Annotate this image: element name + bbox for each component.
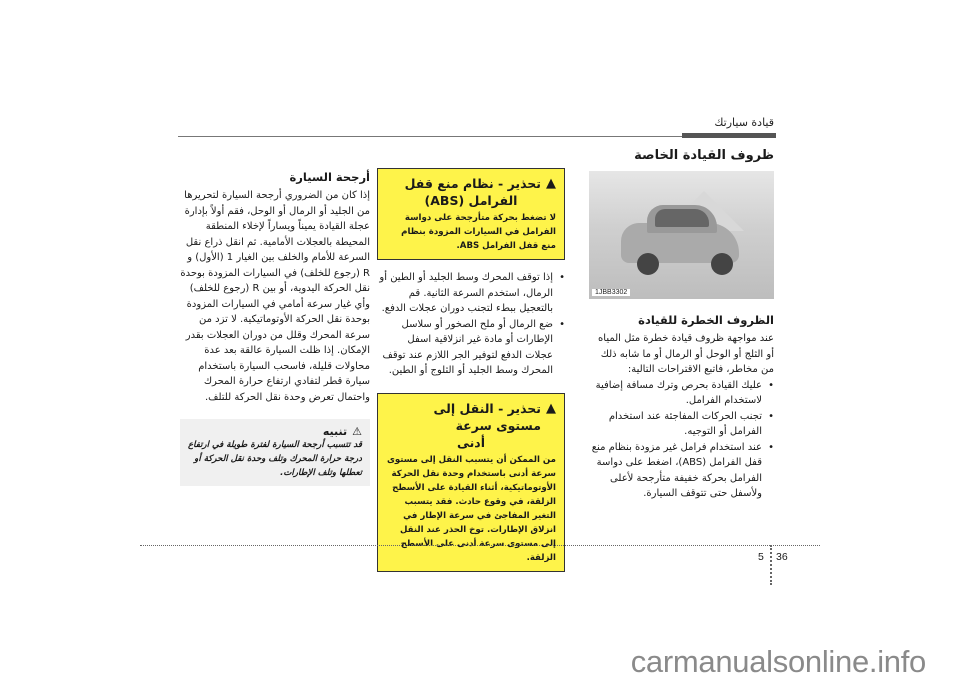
list-item: • عند استخدام فرامل غير مزودة بنظام منع قفل الفرامل (ABS)، اضغط على دواسة الفرامل بحركة خفيفة متأرجحة لأعلى ولأسفل حتى تتوقف السيارة. — [588, 440, 774, 502]
subhead-hazardous: الظروف الخطرة للقيادة — [638, 313, 774, 327]
intro-paragraph: عند مواجهة ظروف قيادة خطرة مثل المياه أو الثلج أو الوحل أو الرمال أو ما شابه ذلك من مخاطر، فاتبع الاقتراحات التالية: — [598, 333, 774, 375]
warning-title-text: تحذير - النقل إلى مستوى سرعة — [433, 400, 541, 433]
warning-box-abs — [377, 168, 565, 260]
section-title: ظروف القيادة الخاصة — [634, 148, 774, 163]
section-title-rocking: أرجحة السيارة — [289, 170, 370, 184]
warning-title-text: تحذير - نظام منع قفل — [404, 176, 541, 191]
footer-rule — [140, 545, 820, 546]
car-window-shape — [655, 209, 709, 227]
caution-title — [188, 425, 362, 438]
header-rule-accent — [682, 133, 776, 138]
warning-subtitle: الفرامل (ABS) — [424, 193, 518, 208]
warning-title — [386, 400, 556, 434]
caution-box — [180, 419, 370, 486]
list-item: • عليك القيادة بحرص وترك مسافة إضافية لاستخدام الفرامل. — [588, 378, 774, 409]
list-item: • تجنب الحركات المفاجئة عند استخدام الفرامل أو التوجيه. — [588, 409, 774, 440]
warning-triangle-icon: ▲ — [546, 176, 556, 191]
warning-text: من الممكن أن يتسبب النقل إلى مستوى سرعة أدنى باستخدام وحدة نقل الحركة الأوتوماتيكية، أثناء القيادة على الأسطح الزلقة، في وقوع حادث. فقد يتسبب التغير المفاجئ في سرعة الإطار في انزلاق الإطارات. توخ الحذر عند النقل إلى مستوى سرعة أدنى على الأسطح الزلقة. — [386, 454, 556, 563]
hazard-tips-list — [588, 378, 774, 502]
right-column — [588, 148, 774, 502]
wheel-shape — [637, 253, 659, 275]
rocking-paragraph: إذا كان من الضروري أرجحة السيارة لتحريرها من الجليد أو الرمال أو الوحل، فقم أولاً بإدارة عجلة القيادة يميناً ويساراً لإخلاء المنطقة المحيطة بالعجلات الأمامية. ثم انقل ذراع نقل السرعة للأمام والخلف بين الغيار 1 (الأول) و R (رجوع للخلف) في السيارات المزودة بوحدة نقل الحركة اليدوية، أو بين R (رجوع للخلف) وأي غيار سرعة أمامي في السيارات المزودة بوحدة نقل الحركة الأوتوماتيكية. لا تزد من سرعة المحرك وقلل من دوران العجلات بقدر الإمكان. إذا ظلت السيارة عالقة بعد عدة محاولات قليلة، فاسحب السيارة باستخدام سيارة قطر لتفادي ارتفاع حرارة المحرك واحتمال تعرض وحدة نقل الحركة للتلف. — [180, 190, 370, 403]
middle-column — [377, 168, 565, 582]
section-number: 5 — [758, 551, 764, 563]
left-column — [180, 170, 370, 486]
image-code: 1JBB3302 — [592, 289, 630, 296]
warning-title — [386, 175, 556, 192]
warning-triangle-icon: ▲ — [546, 400, 556, 416]
warning-text: لا تضغط بحركة متأرجحة على دواسة الفرامل في السيارات المزودة بنظام منع قفل الفرامل ABS. — [401, 213, 556, 251]
list-item: • إذا توقف المحرك وسط الجليد أو الطين أو الرمال، استخدم السرعة الثانية. قم بالتعجيل ببطء لتجنب دوران عجلات الدفع. — [377, 270, 565, 317]
wheel-shape — [711, 253, 733, 275]
stuck-tips-list — [377, 270, 565, 379]
chapter-title: قيادة سيارتك — [714, 116, 774, 129]
watermark: carmanualsonline.info — [630, 644, 926, 679]
warning-subtitle: أدنى — [456, 434, 486, 450]
caution-triangle-icon: ⚠ — [352, 425, 362, 438]
caution-title-text: تنبيه — [322, 425, 348, 438]
list-item: • ضع الرمال أو ملح الصخور أو سلاسل الإطارات أو مادة غير انزلاقية اسفل عجلات الدفع لتوفير الجر اللازم عند توقف المحرك وسط الجليد أو الثلوج أو الطين. — [377, 317, 565, 379]
caution-text: قد تتسبب أرجحة السيارة لفترة طويلة في ارتفاع درجة حرارة المحرك وتلف وحدة نقل الحركة أو تعطلها وتلف الإطارات. — [187, 440, 362, 478]
car-illustration — [589, 171, 774, 299]
footer-divider — [770, 545, 772, 585]
page-number: 36 — [776, 551, 788, 563]
